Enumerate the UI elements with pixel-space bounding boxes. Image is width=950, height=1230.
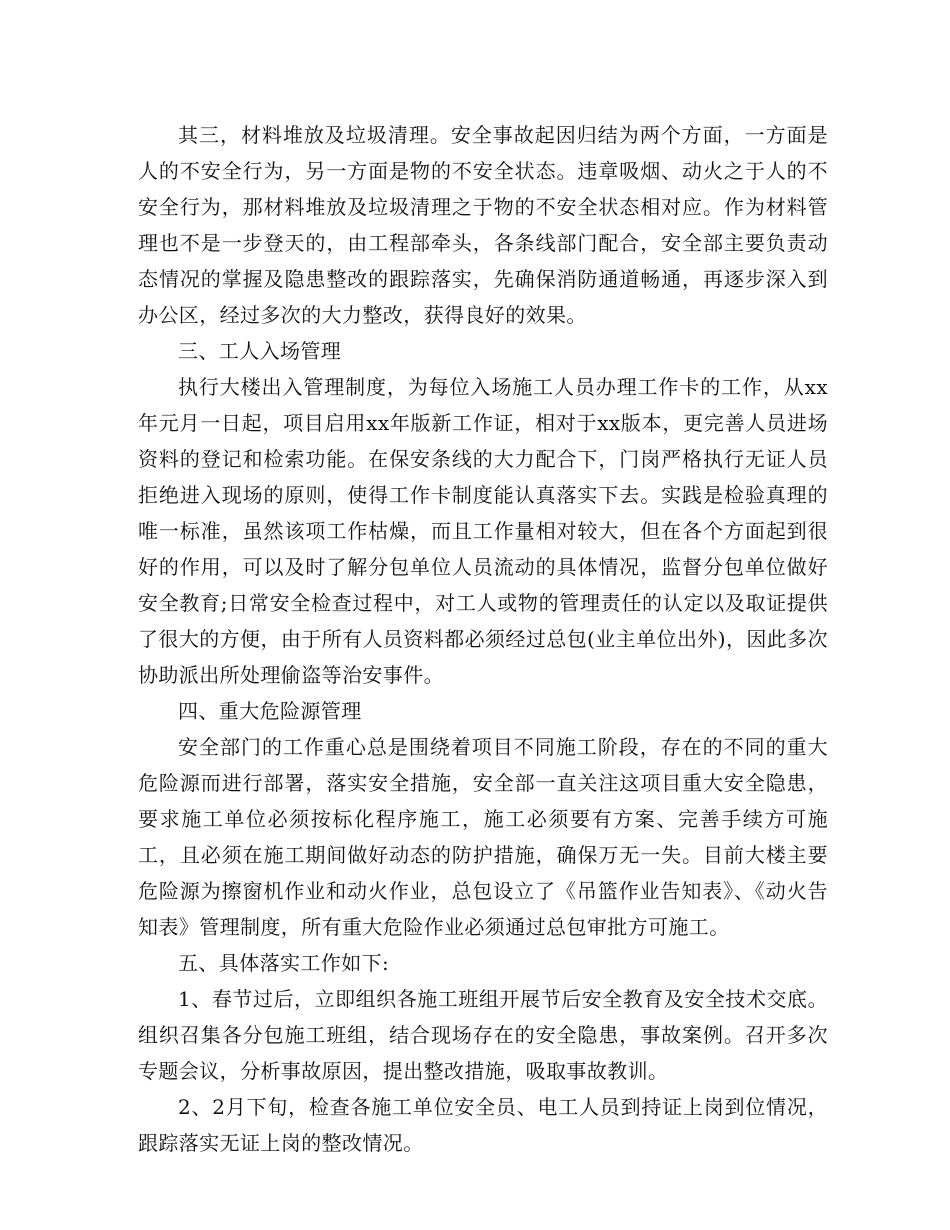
paragraph-major-hazard: 安全部门的工作重心总是围绕着项目不同施工阶段，存在的不同的重大危险源而进行部署，落实安全措施，安全部一直关注这项目重大安全隐患，要求施工单位必须按标化程序施工，施工必须要有方案、完善手续方可施工，且必须在施工期间做好动态的防护措施，确保万无一失。目前大楼主要危险源为擦窗机作业和动火作业，总包设立了《吊篮作业告知表》、《动火告知表》管理制度，所有重大危险作业必须通过总包审批方可施工。	[138, 735, 828, 939]
document-body	[138, 117, 828, 1161]
paragraph-materials-waste: 其三，材料堆放及垃圾清理。安全事故起因归结为两个方面，一方面是人的不安全行为，另一方面是物的不安全状态。违章吸烟、动火之于人的不安全行为，那材料堆放及垃圾清理之于物的不安全状态相对应。作为材料管理也不是一步登天的，由工程部牵头，各条线部门配合，安全部主要负责动态情况的掌握及隐患整改的跟踪落实，先确保消防通道畅通，再逐步深入到办公区，经过多次的大力整改，获得良好的效果。	[138, 123, 828, 327]
heading-worker-entry: 三、工人入场管理	[178, 339, 342, 363]
paragraph-worker-entry: 执行大楼出入管理制度，为每位入场施工人员办理工作卡的工作，从xx年元月一日起，项目启用xx年版新工作证，相对于xx版本，更完善人员进场资料的登记和检索功能。在保安条线的大力配合下，门岗严格执行无证人员拒绝进入现场的原则，使得工作卡制度能认真落实下去。实践是检验真理的唯一标准，虽然该项工作枯燥，而且工作量相对较大，但在各个方面起到很好的作用，可以及时了解分包单位人员流动的具体情况，监督分包单位做好安全教育;日常安全检查过程中，对工人或物的管理责任的认定以及取证提供了很大的方便，由于所有人员资料都必须经过总包(业主单位出外)，因此多次协助派出所处理偷盗等治安事件。	[138, 375, 828, 687]
heading-implementation: 五、具体落实工作如下:	[178, 951, 390, 975]
paragraph-item-1: 1、春节过后，立即组织各施工班组开展节后安全教育及安全技术交底。组织召集各分包施工班组，结合现场存在的安全隐患，事故案例。召开多次专题会议，分析事故原因，提出整改措施，吸取事故教训。	[138, 987, 828, 1083]
heading-major-hazard: 四、重大危险源管理	[178, 699, 362, 723]
paragraph-item-2: 2、2月下旬，检查各施工单位安全员、电工人员到持证上岗到位情况，跟踪落实无证上岗的整改情况。	[138, 1095, 828, 1155]
